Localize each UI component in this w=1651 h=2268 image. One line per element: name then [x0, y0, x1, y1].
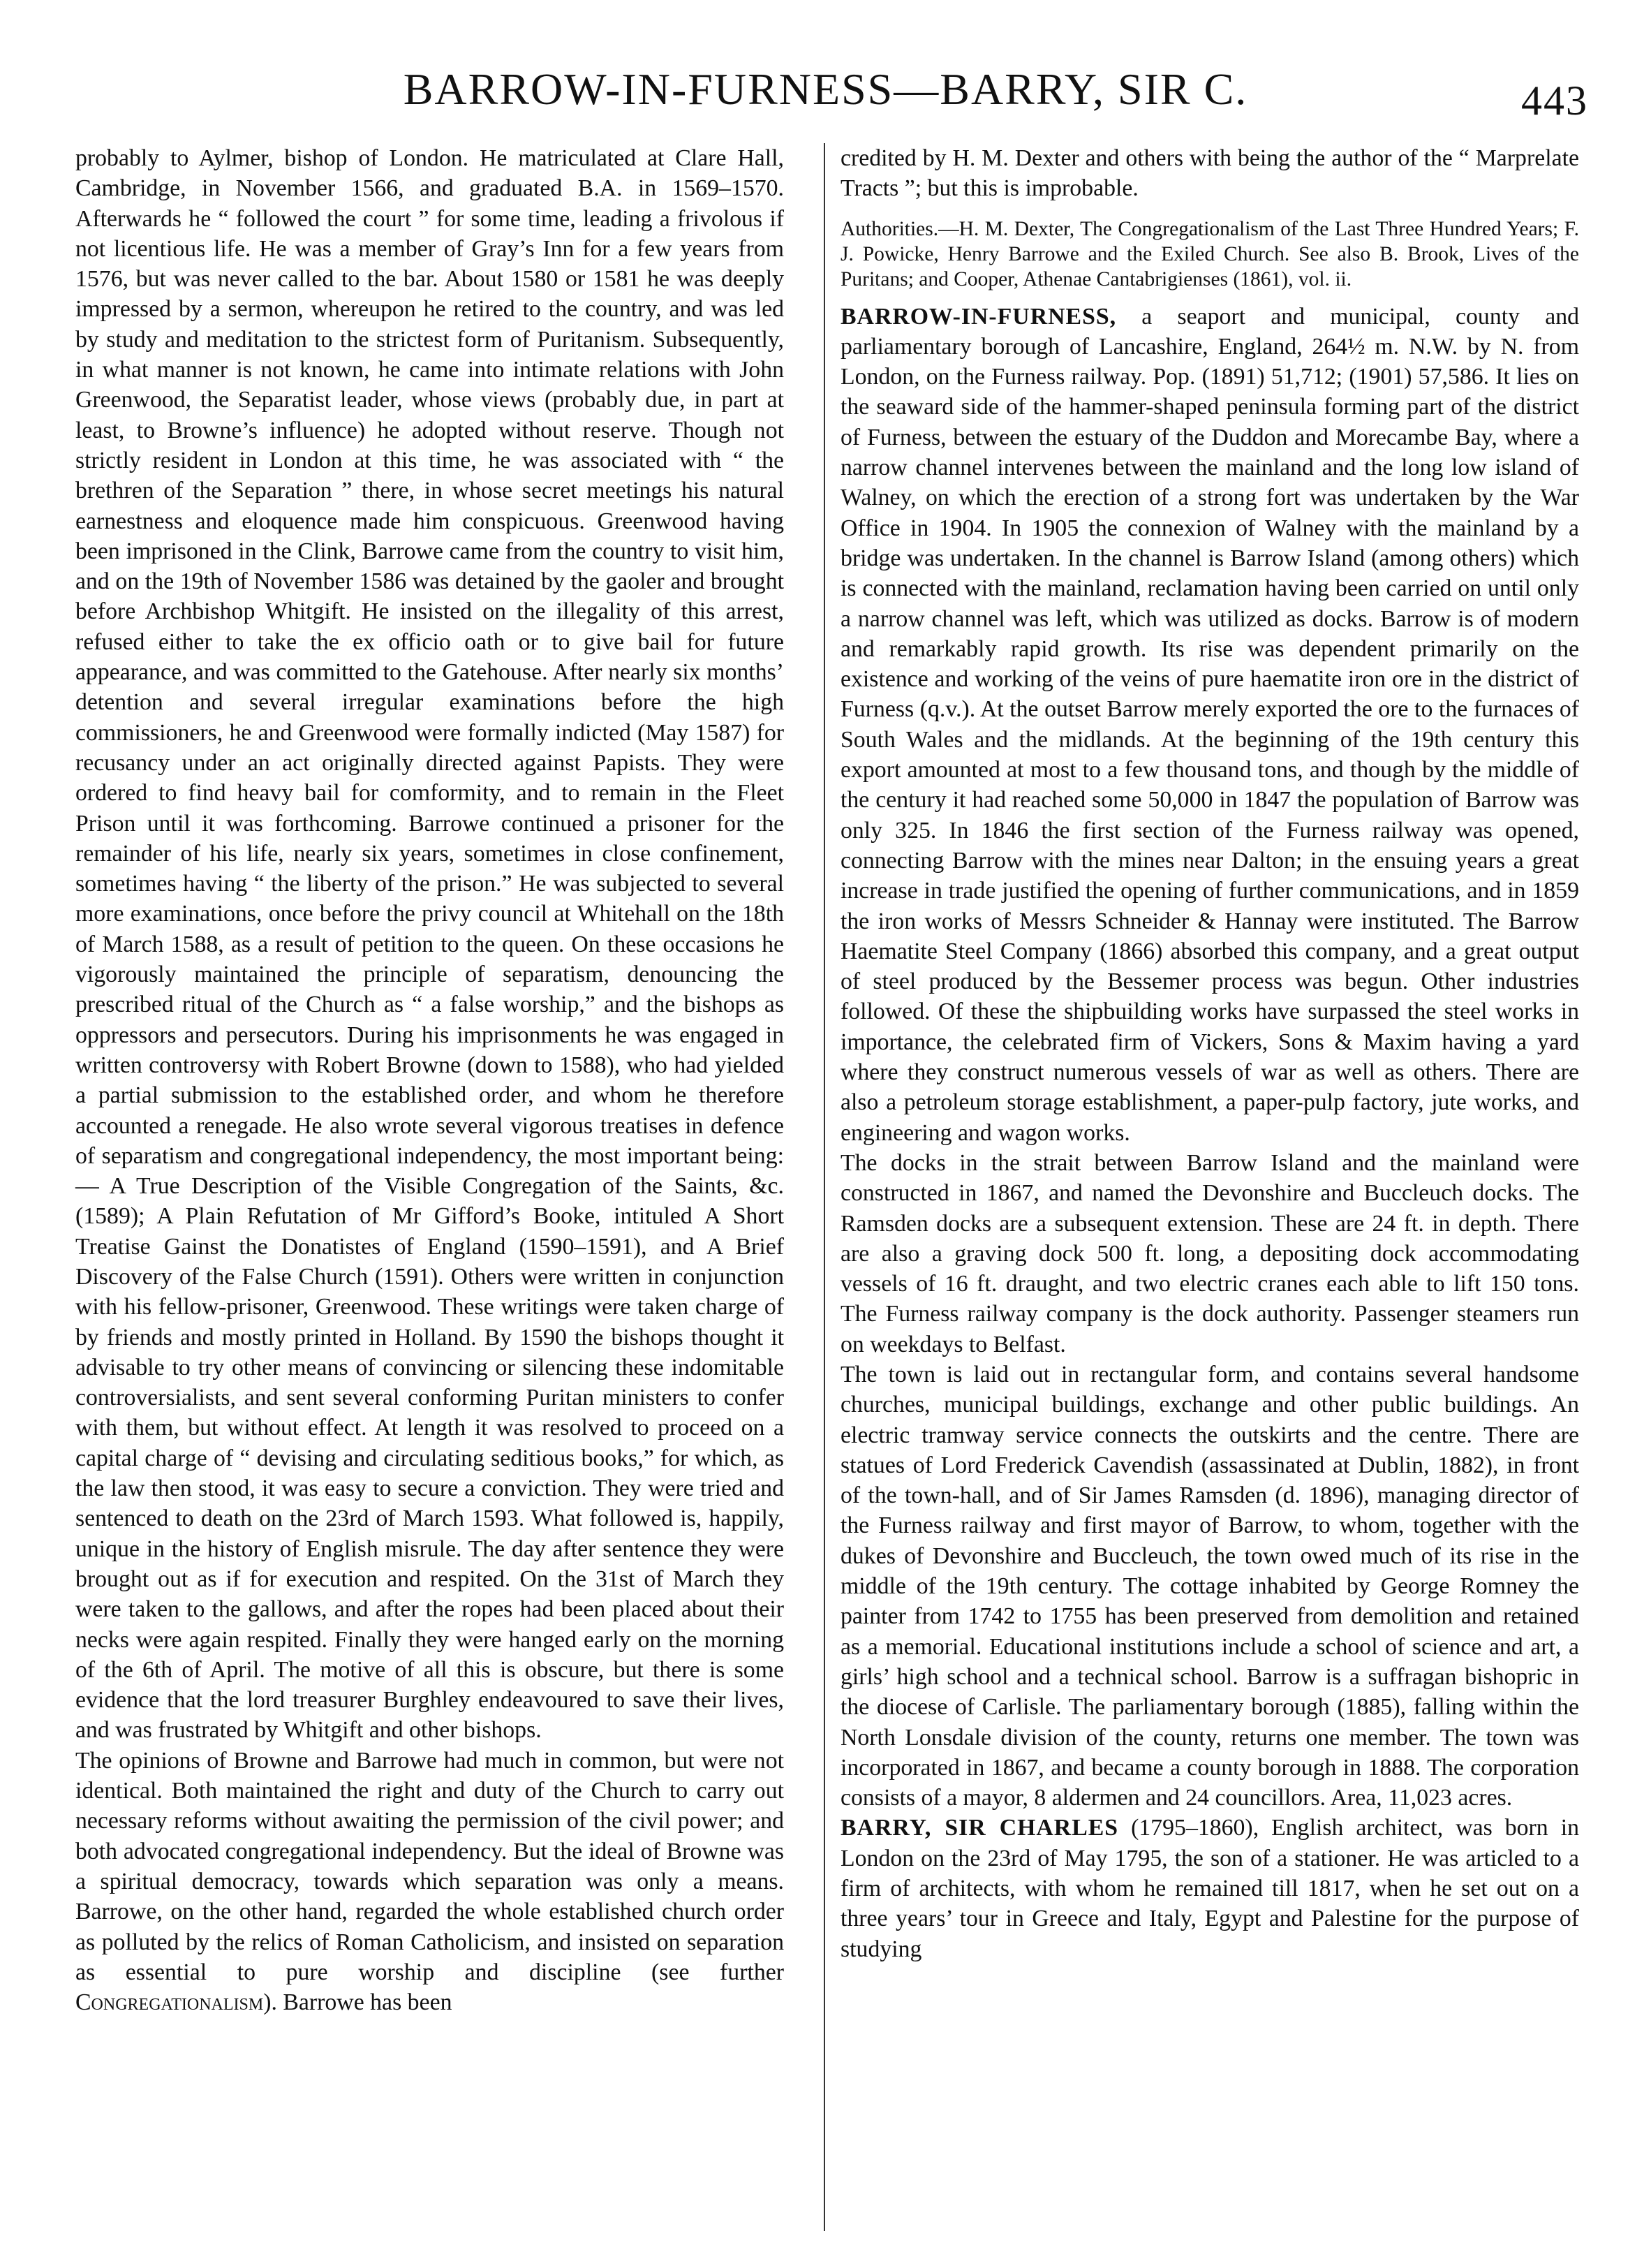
right-column — [841, 143, 1579, 1964]
town-paragraph: The town is laid out in rectangular form, and contains several handsome churches, municipal buildings, exchange and other public buildings. An electric tramway service connects the outskirts and the centre. There are statues of Lord Frederick Cavendish (assassinated at Dublin, 1882), in front of the town-hall, and of Sir James Ramsden (d. 1896), managing director of the Furness railway and first mayor of Barrow, to whom, together with the dukes of Devonshire and Buccleuch, the town owed much of its rise in the middle of the 19th century. The cottage inhabited by George Romney the painter from 1742 to 1755 has been preserved from demolition and retained as a memorial. Educational institutions include a school of science and art, a girls’ high school and a technical school. Barrow is a suffragan bishopric in the diocese of Carlisle. The parliamentary borough (1885), falling within the North Lonsdale division of the county, returns one member. The town was incorporated in 1867, and became a county borough in 1888. The corporation consists of a mayor, 8 aldermen and 24 councillors. Area, 11,023 acres. — [841, 1361, 1579, 1811]
barry-text: (1795–1860), English architect, was born in London on the 23rd of May 1795, the son of a stationer. He was articled to a firm of architects, with whom he remained till 1817, when he set out on a three years’ tour in Greece and Italy, Egypt and Palestine for the purpose of studying — [841, 1815, 1579, 1962]
cross-reference-congregationalism[interactable]: Congregationalism — [75, 1989, 264, 2016]
opinions-text-end: ). Barrowe has been — [263, 1989, 452, 2016]
opinions-paragraph — [75, 1746, 784, 2018]
barry-entry — [841, 1813, 1579, 1964]
opinions-text: The opinions of Browne and Barrowe had much in common, but were not identical. Both maintained the right and duty of the Church to carry out necessary reforms without awaiting the permission of the civil power; and both advocated congregational independency. But the ideal of Browne was a spiritual democracy, towards which separation was only a means. Barrowe, on the other hand, regarded the whole established church order as polluted by the relics of Roman Catholicism, and insisted on separation as essential to pure worship and discipline (see further — [75, 1747, 784, 1985]
barrowe-continuation: credited by H. M. Dexter and others with being the author of the “ Marprelate Tracts ”; but this is improbable. — [841, 145, 1579, 202]
barry-heading: BARRY, SIR CHARLES — [841, 1815, 1119, 1841]
barrow-in-furness-text: a seaport and municipal, county and parliamentary borough of Lancashire, England, 264½ m. N.W. by N. from London, on the Furness railway. Pop. (1891) 51,712; (1901) 57,586. It lies on the seaward side of the hammer-shaped peninsula forming part of the district of Furness, between the estuary of the Duddon and Morecambe Bay, where a narrow channel intervenes between the mainland and the long low island of Walney, on which the erection of a strong fort was undertaken by the War Office in 1904. In 1905 the connexion of Walney with the mainland by a bridge was undertaken. In the channel is Barrow Island (among others) which is connected with the mainland, reclamation having been carried on until only a narrow channel was left, which was utilized as docks. Barrow is of modern and remarkably rapid growth. Its rise was dependent primarily on the existence and working of the veins of pure haematite iron ore in the district of Furness (q.v.). At the outset Barrow merely exported the ore to the furnaces of South Wales and the midlands. At the beginning of the 19th century this export amounted at most to a few thousand tons, and though by the middle of the century it had reached some 50,000 in 1847 the population of Barrow was only 325. In 1846 the first section of the Furness railway was opened, connecting Barrow with the mines near Dalton; in the ensuing years a great increase in trade justified the opening of further communications, and in 1859 the iron works of Messrs Schneider & Hannay were instituted. The Barrow Haematite Steel Company (1866) absorbed this company, and a great output of steel produced by the Bessemer process was begun. Other industries followed. Of these the shipbuilding works have surpassed the steel works in importance, the celebrated firm of Vickers, Sons & Maxim having a yard where they construct numerous vessels of war as well as others. There are also a petroleum storage establishment, a paper-pulp factory, jute works, and engineering and wagon works. — [841, 303, 1579, 1146]
docks-paragraph: The docks in the strait between Barrow Island and the mainland were constructed in 1867, and named the Devonshire and Buccleuch docks. The Ramsden docks are a subsequent extension. These are 24 ft. in depth. There are also a graving dock 500 ft. long, a depositing dock accommodating vessels of 16 ft. draught, and two electric cranes each able to lift 150 tons. The Furness railway company is the dock authority. Passenger steamers run on weekdays to Belfast. — [841, 1149, 1579, 1357]
left-column — [75, 143, 784, 2017]
barrow-in-furness-heading: BARROW-IN-FURNESS, — [841, 303, 1117, 330]
column-divider — [824, 143, 825, 2231]
authorities-note: Authorities.—H. M. Dexter, The Congregationalism of the Last Three Hundred Years; F. J. Powicke, Henry Barrowe and the Exiled Church. See also B. Brook, Lives of the Puritans; and Cooper, Athenae Cantabrigienses (1861), vol. ii. — [841, 217, 1579, 290]
running-title: BARROW-IN-FURNESS—BARRY, SIR C. — [403, 64, 1248, 114]
page-number: 443 — [1521, 78, 1588, 124]
barrow-in-furness-entry — [841, 302, 1579, 1148]
barrowe-biography-paragraph: probably to Aylmer, bishop of London. He matriculated at Clare Hall, Cambridge, in November 1566, and graduated B.A. in 1569–1570. Afterwards he “ followed the court ” for some time, leading a frivolous if not licentious life. He was a member of Gray’s Inn for a few years from 1576, but was never called to the bar. About 1580 or 1581 he was deeply impressed by a sermon, whereupon he retired to the country, and was led by study and meditation to the strictest form of Puritanism. Subsequently, in what manner is not known, he came into intimate relations with John Greenwood, the Separatist leader, whose views (probably due, in part at least, to Browne’s influence) he adopted without reserve. Though not strictly resident in London at this time, he was associated with “ the brethren of the Separation ” there, in whose secret meetings his natural earnestness and eloquence made him conspicuous. Greenwood having been imprisoned in the Clink, Barrowe came from the country to visit him, and on the 19th of November 1586 was detained by the gaoler and brought before Archbishop Whitgift. He insisted on the illegality of this arrest, refused either to take the ex officio oath or to give bail for future appearance, and was committed to the Gatehouse. After nearly six months’ detention and several irregular examinations before the high commissioners, he and Greenwood were formally indicted (May 1587) for recusancy under an act originally directed against Papists. They were ordered to find heavy bail for comformity, and to remain in the Fleet Prison until it was forthcoming. Barrowe continued a prisoner for the remainder of his life, nearly six years, sometimes in close confinement, sometimes having “ the liberty of the prison.” He was subjected to several more examinations, once before the privy council at Whitehall on the 18th of March 1588, as a result of petition to the queen. On these occasions he vigorously maintained the principle of separatism, denouncing the prescribed ritual of the Church as “ a false worship,” and the bishops as oppressors and persecutors. During his imprisonments he was engaged in written controversy with Robert Browne (down to 1588), who had yielded a partial submission to the established order, and whom he therefore accounted a renegade. He also wrote several vigorous treatises in defence of separatism and congregational independency, the most important being:— A True Description of the Visible Congregation of the Saints, &c. (1589); A Plain Refutation of Mr Gifford’s Booke, intituled A Short Treatise Gainst the Donatistes of England (1590–1591), and A Brief Discovery of the False Church (1591). Others were written in conjunction with his fellow-prisoner, Greenwood. These writings were taken charge of by friends and mostly printed in Holland. By 1590 the bishops thought it advisable to try other means of convincing or silencing these indomitable controversialists, and sent several conforming Puritan ministers to confer with them, but without effect. At length it was resolved to proceed on a capital charge of “ devising and circulating seditious books,” for which, as the law then stood, it was easy to secure a conviction. They were tried and sentenced to death on the 23rd of March 1593. What followed is, happily, unique in the history of English misrule. The day after sentence they were brought out as if for execution and respited. On the 31st of March they were taken to the gallows, and after the ropes had been placed about their necks were again respited. Finally they were hanged early on the morning of the 6th of April. The motive of all this is obscure, but there is some evidence that the lord treasurer Burghley endeavoured to save their lives, and was frustrated by Whitgift and other bishops. — [75, 145, 784, 1744]
